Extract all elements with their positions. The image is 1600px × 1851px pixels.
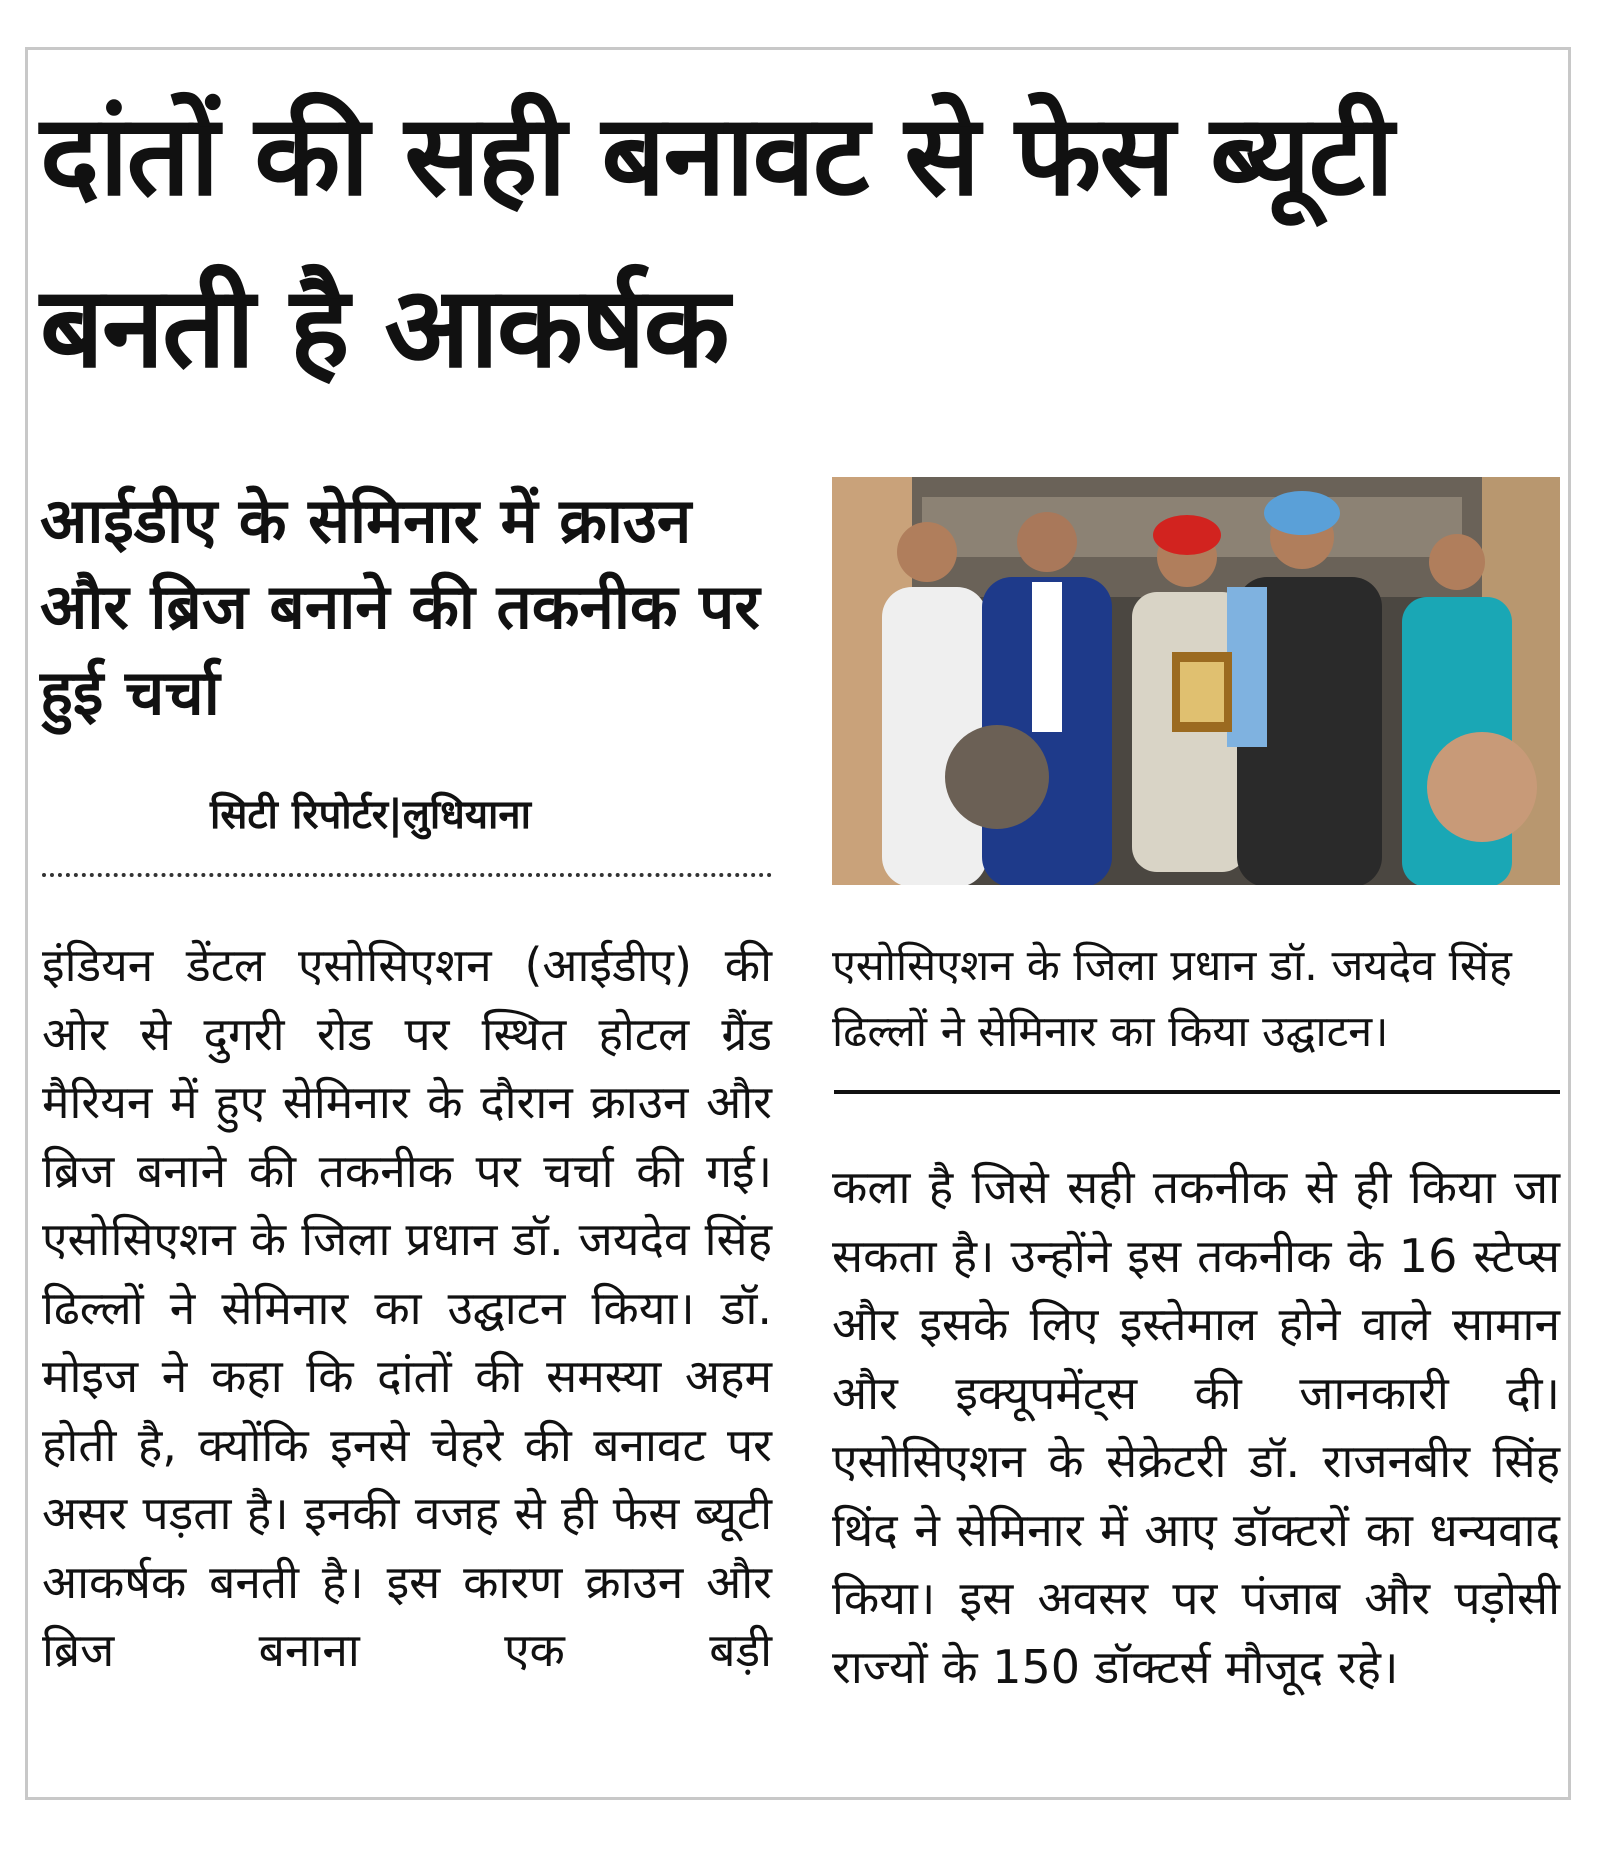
- byline: सिटी रिपोर्टर|लुधियाना: [210, 792, 531, 838]
- subheadline: आईडीए के सेमिनार में क्राउन और ब्रिज बनाने की तकनीक पर हुई चर्चा: [40, 484, 760, 729]
- dotted-divider: [42, 873, 772, 877]
- body-column-right: कला है जिसे सही तकनीक से ही किया जा सकता है। उन्होंने इस तकनीक के 16 स्टेप्स और इसके लिए इस्तेमाल होने वाले सामान और इक्यूपमेंट्स की जानकारी दी। एसोसिएशन के सेक्रेटरी डॉ. राजनबीर सिंह थिंद ने सेमिनार में आए डॉक्टरों का धन्यवाद किया। इस अवसर पर पंजाब और पड़ोसी राज्यों के 150 डॉक्टर्स मौजूद रहे।: [832, 1160, 1560, 1694]
- caption-rule: [834, 1090, 1560, 1094]
- news-photo: [832, 477, 1560, 885]
- photo-caption: एसोसिएशन के जिला प्रधान डॉ. जयदेव सिंह ढिल्लों ने सेमिनार का किया उद्घाटन।: [832, 941, 1512, 1057]
- headline: दांतों की सही बनावट से फेस ब्यूटी बनती है आकर्षक: [40, 91, 1393, 393]
- body-column-left: इंडियन डेंटल एसोसिएशन (आईडीए) की ओर से दुगरी रोड पर स्थित होटल ग्रैंड मैरियन में हुए सेमिनार के दौरान क्राउन और ब्रिज बनाने की तकनीक पर चर्चा की गई। एसोसिएशन के जिला प्रधान डॉ. जयदेव सिंह ढिल्लों ने सेमिनार का उद्घाटन किया। डॉ. मोइज ने कहा कि दांतों की समस्या अहम होती है, क्योंकि इनसे चेहरे की बनावट पर असर पड़ता है। इनकी वजह से ही फेस ब्यूटी आकर्षक बनती है। इस कारण क्राउन और ब्रिज बनाना एक बड़ी: [42, 938, 772, 1677]
